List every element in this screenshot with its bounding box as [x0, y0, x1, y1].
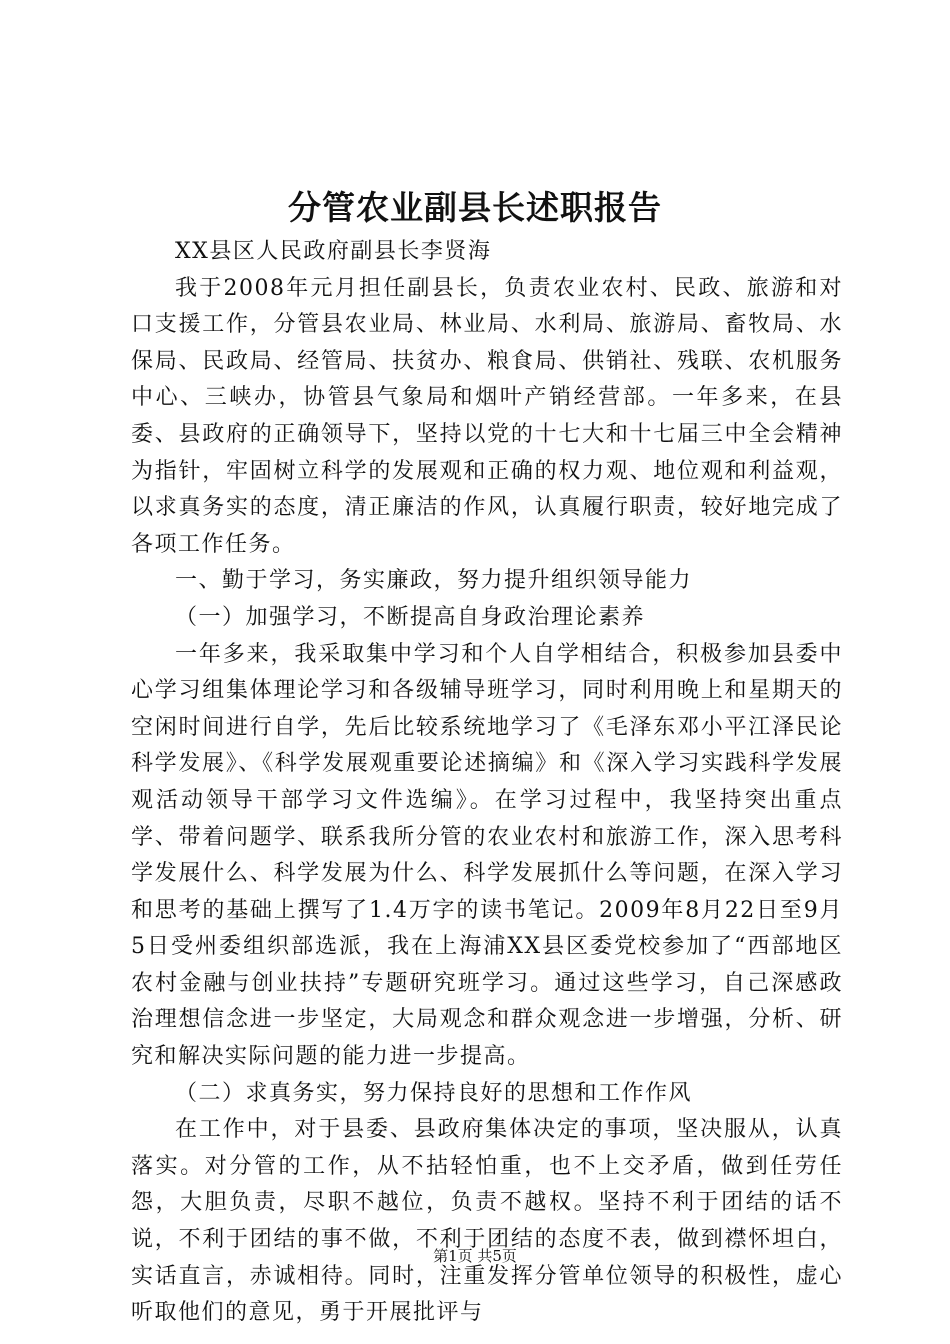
- page-number-footer: 第1页 共5页: [433, 1247, 517, 1265]
- body-paragraph: 我于2008年元月担任副县长，负责农业农村、民政、旅游和对口支援工作，分管县农业局、林业局、水利局、旅游局、畜牧局、水保局、民政局、经管局、扶贫办、粮食局、供销社、残联、农机服务中心、三峡办，协管县气象局和烟叶产销经营部。一年多来，在县委、县政府的正确领导下，坚持以党的十七大和十七届三中全会精神为指针，牢固树立科学的发展观和正确的权力观、地位观和利益观，以求真务实的态度，清正廉洁的作风，认真履行职责，较好地完成了各项工作任务。: [131, 275, 843, 557]
- section-heading: 一、勤于学习，务实廉政，努力提升组织领导能力: [175, 568, 693, 594]
- document-title: 分管农业副县长述职报告: [288, 188, 662, 227]
- body-paragraph: 一年多来，我采取集中学习和个人自学相结合，积极参加县委中心学习组集体理论学习和各级辅导班学习，同时利用晚上和星期天的空闲时间进行自学，先后比较系统地学习了《毛泽东邓小平江泽民论科学发展》、《科学发展观重要论述摘编》和《深入学习实践科学发展观活动领导干部学习文件选编》。在学习过程中，我坚持突出重点学、带着问题学、联系我所分管的农业农村和旅游工作，深入思考科学发展什么、科学发展为什么、科学发展抓什么等问题，在深入学习和思考的基础上撰写了1.4万字的读书笔记。2009年8月22日至9月5日受州委组织部选派，我在上海浦XX县区委党校参加了“西部地区农村金融与创业扶持”专题研究班学习。通过这些学习，自己深感政治理想信念进一步坚定，大局观念和群众观念进一步增强，分析、研究和解决实际问题的能力进一步提高。: [131, 641, 843, 1070]
- author-line: XX县区人民政府副县长李贤海: [175, 239, 492, 264]
- subsection-heading: （二）求真务实，努力保持良好的思想和工作作风: [175, 1080, 693, 1106]
- body-paragraph: 在工作中，对于县委、县政府集体决定的事项，坚决服从，认真落实。对分管的工作，从不拈轻怕重，也不上交矛盾，做到任劳任怨，大胆负责，尽职不越位，负责不越权。坚持不利于团结的话不说，不利于团结的事不做，不利于团结的态度不表，做到襟怀坦白，实话直言，赤诚相待。同时，注重发挥分管单位领导的积极性，虚心听取他们的意见，勇于开展批评与: [131, 1117, 843, 1326]
- subsection-heading: （一）加强学习，不断提高自身政治理论素养: [175, 604, 646, 630]
- document-body: [131, 234, 843, 1332]
